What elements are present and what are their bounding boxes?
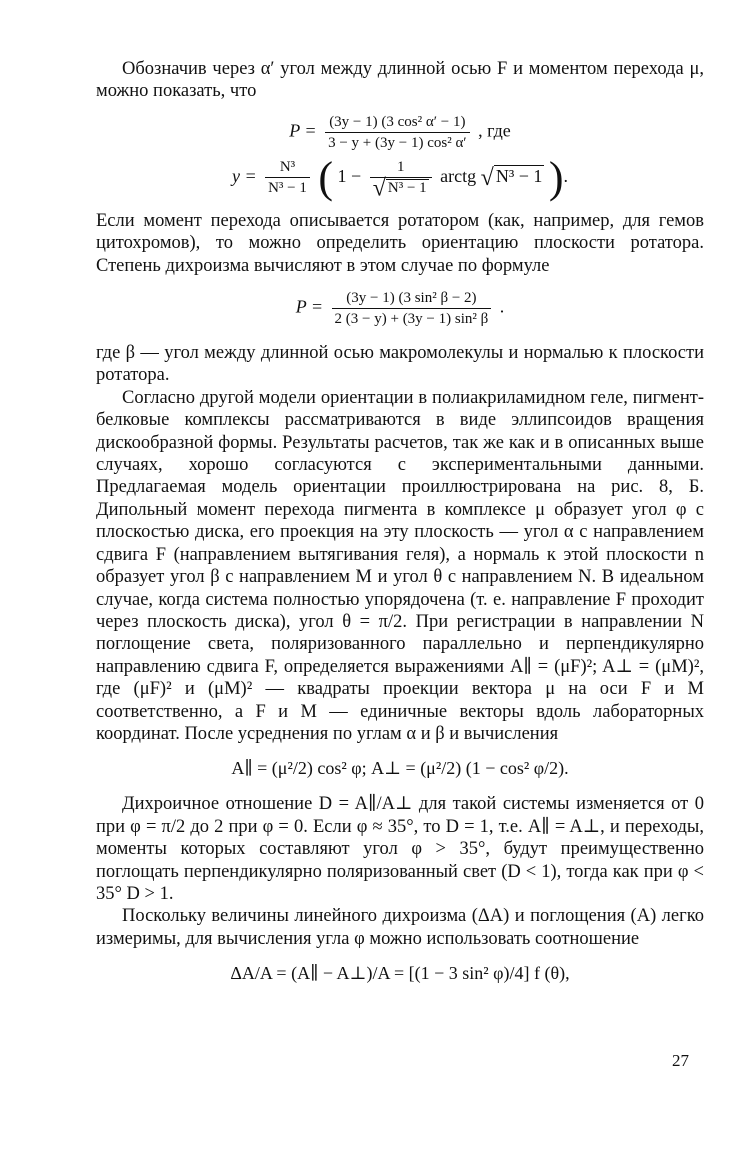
- paragraph-beta-def: где β — угол между длинной осью макромолекулы и нормалью к плоскости ротатора.: [96, 343, 704, 386]
- paragraph-dichroic-ratio: Дихроичное отношение D = A∥/A⊥ для такой системы изменяется от 0 при φ = π/2 до 2 при φ = 0. Если φ ≈ 35°, то D = 1, т.е. A∥ = A⊥, и переходы, моменты которых составляют угол φ > 35°, будут преимущественно поглощать перпендикулярно поляризованный свет (D < 1), тогда как при φ < 35° D > 1.: [96, 794, 704, 904]
- paragraph-intro: Обозначив через α′ угол между длинной осью F и моментом перехода μ, можно показать, что: [96, 59, 704, 102]
- formula-delta-a: ΔA/A = (A∥ − A⊥)/A = [(1 − 3 sin² φ)/4] f (θ),: [230, 963, 570, 984]
- paragraph-linear-dichroism: Поскольку величины линейного дихроизма (ΔA) и поглощения (A) легко измеримы, для вычисления угла φ можно использовать соотношение: [96, 906, 704, 949]
- formula-a-parallel-perp: A∥ = (μ²/2) cos² φ; A⊥ = (μ²/2) (1 − cos² φ/2).: [231, 758, 569, 779]
- formula-y: y = $\frac{\text{N³}}{\text{N³ − 1}}$ ( 1 − $\frac{1}{\text{√ N³ − 1}}$ arctg √ N³ − 1 ).: [231, 152, 569, 202]
- page-number: 27: [672, 1051, 689, 1070]
- paragraph-disk-model: Согласно другой модели ориентации в полиакриламидном геле, пигмент-белковые комплексы рассматриваются в виде эллипсоидов вращения дискообразной формы. Результаты расчетов, так же как и в описанных выше случаях, хорошо согласуются с экспериментальными данными. Предлагаемая модель ориентации проиллюстрирована на рис. 8, Б. Дипольный момент перехода пигмента в комплексе μ образует угол φ с плоскостью диска, его проекция на эту плоскость — угол α с направлением сдвига F (направлением вытягивания геля), а нормаль к этой плоскости n образует угол β с направлением M и угол θ с направлением N. В идеальном случае, когда система полностью упорядочена (т. е. направление F проходит через плоскость диска), угол θ = π/2. При регистрации в направлении N поглощение света, поляризованного параллельно и перпендикулярно направлению сдвига F, определяется выражениями A∥ = (μF)²; A⊥ = (μM)², где (μF)² и (μM)² — квадраты проекции вектора μ на оси F и M соответственно, а F и M — единичные векторы вдоль лабораторных координат. После усреднения по углам α и β и вычисления: [96, 387, 704, 744]
- formula-p-beta: P = $\frac{\text{(3y − 1) (3 sin² β − 2)}}{\text{2 (3 − y) + (3y − 1) sin² β}}$ .: [295, 290, 505, 328]
- formula-p-alpha: P = $\frac{\text{(3y − 1) (3 cos² α′ − 1)}}{\text{3 − y + (3y − 1) cos² α′}}$ , где: [289, 113, 511, 151]
- paragraph-rotator: Если момент перехода описывается ротатором (как, например, для гемов цитохромов), то можно определить ориентацию плоскости ротатора. Степень дихроизма вычисляют в этом случае по формуле: [96, 210, 704, 276]
